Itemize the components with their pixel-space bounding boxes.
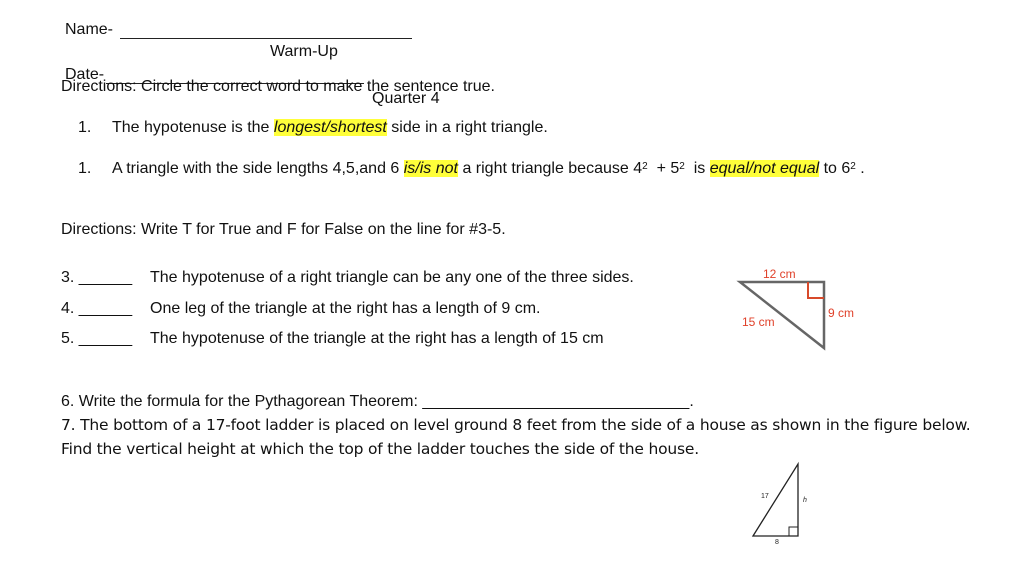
name-line xyxy=(120,22,412,39)
question-2-choice-2[interactable]: equal/not equal xyxy=(709,160,820,177)
exponent-b: 2 xyxy=(679,161,685,172)
question-7-line-1: 7. The bottom of a 17-foot ladder is placed on level ground 8 feet from the side of a house as shown in the figure below. xyxy=(61,416,971,434)
page-subtitle: Quarter 4 xyxy=(372,90,440,107)
label-9cm: 9 cm xyxy=(828,306,855,320)
item-5 xyxy=(61,330,604,348)
question-1 xyxy=(78,119,548,137)
question-2 xyxy=(78,160,865,178)
question-6: 6. Write the formula for the Pythagorean Theorem: ______________________________. xyxy=(61,393,694,410)
item-3-text: The hypotenuse of a right triangle can be any one of the three sides. xyxy=(150,269,634,286)
directions-1: Directions: Circle the correct word to make the sentence true. xyxy=(61,78,495,95)
ladder-triangle-figure xyxy=(745,460,825,546)
item-3 xyxy=(61,269,634,287)
triangle-figure-1 xyxy=(730,262,870,354)
date-label: Date- xyxy=(65,66,105,83)
item-5-text: The hypotenuse of the triangle at the right has a length of 15 cm xyxy=(150,330,604,347)
question-2-choice-1[interactable]: is/is not xyxy=(403,160,458,177)
question-1-number: 1. xyxy=(78,119,92,136)
label-15cm: 15 cm xyxy=(742,315,775,329)
question-7-line-2: Find the vertical height at which the top of the ladder touches the side of the house. xyxy=(61,440,699,458)
question-1-before: The hypotenuse is the xyxy=(112,119,274,136)
question-2-middle: a right triangle because 4 xyxy=(458,160,643,177)
question-2-number: 1. xyxy=(78,160,92,177)
exponent-c: 2 xyxy=(850,161,856,172)
ladder-triangle-shape xyxy=(753,464,798,536)
question-2-is: is xyxy=(684,160,710,177)
question-2-end: . xyxy=(855,160,865,177)
question-2-before: A triangle with the side lengths 4,5,and 6 xyxy=(112,160,404,177)
name-label: Name- xyxy=(65,21,114,38)
question-1-choice[interactable]: longest/shortest xyxy=(273,119,387,136)
question-1-after: side in a right triangle. xyxy=(386,119,548,136)
label-8: 8 xyxy=(775,539,779,546)
name-field xyxy=(65,21,412,39)
exponent-a: 2 xyxy=(642,161,648,172)
label-17: 17 xyxy=(761,493,769,500)
label-12cm: 12 cm xyxy=(763,267,796,281)
directions-2: Directions: Write T for True and F for False on the line for #3-5. xyxy=(61,221,506,238)
item-3-number[interactable]: 3. ______ xyxy=(61,269,133,286)
page-title: Warm-Up xyxy=(270,43,338,60)
right-angle-marker-2 xyxy=(789,527,798,536)
item-4-number[interactable]: 4. ______ xyxy=(61,300,133,317)
question-2-plus: + 5 xyxy=(647,160,680,177)
right-angle-marker-1 xyxy=(808,282,824,298)
item-4-text: One leg of the triangle at the right has a length of 9 cm. xyxy=(150,300,541,317)
question-2-to: to 6 xyxy=(819,160,851,177)
item-5-number[interactable]: 5. ______ xyxy=(61,330,133,347)
item-4 xyxy=(61,300,540,318)
label-h: h xyxy=(803,497,807,504)
